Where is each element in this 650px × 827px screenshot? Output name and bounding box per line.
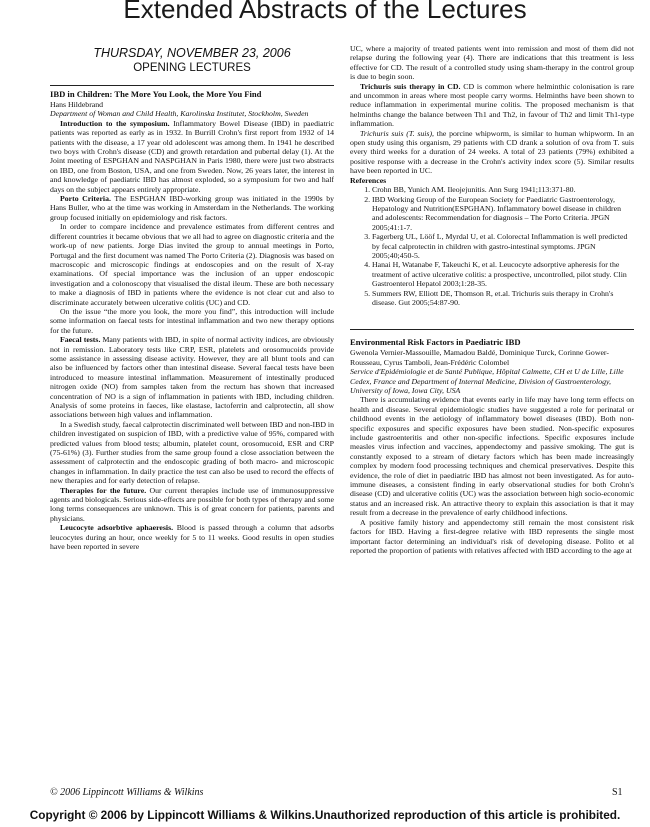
paragraph: In order to compare incidence and prevalence estimates from different centres and different countries it became obvious that we all had to agree on diagnostic criteria and the work-up of new patients. Jorge Dias invited the group to annual meetings in Porto, Portugal and the first document was named The Porto Criteria (2). Diagnosis was based on macroscopic and microscopic findings at endoscopies and on the result of X-ray examinations. Of special importance was the inclusion of an upper endoscopic investigation and a colonoscopy that visualised the distal ileum. These are both necessary to make a diagnosis of IBD in patients where the evidence is not clear cut and also to discriminate accurately between ulcerative colitis (UC) and CD. xyxy=(50,222,334,307)
paragraph-lead: Leucocyte adsorbtive aphaeresis. xyxy=(60,523,174,533)
paragraph: In a Swedish study, faecal calprotectin discriminated well between IBD and non-IBD in children investigated on suspicion of IBD, with a predictive value of 95%, compared with predicted values from blood tests; albumin, platelet count, orosomucoid, ESR and CRP (75-61%) (3). Further studies from the same group found a close association between the assessment of calprotectin and the endoscopic grading of both macro- and microscopic changes in inflammation. In daily practice the test can also be used to record the effects of new therapies and for early detection of relapse. xyxy=(50,419,334,486)
article-body xyxy=(350,395,634,555)
article-affiliation: Department of Woman and Child Health, Karolinska Institutet, Stockholm, Sweden xyxy=(50,109,309,119)
paragraph: There is accumulating evidence that events early in life may have long term effects on health and disease. Several epidemiologic studies have suggested a role for perinatal or childhood events in the aetiology of inflammatory bowel diseases (IBD). Both non-specific exposures and specific exposures have been studied. Non-specific exposures include gastroenteritis and other non-specific infections. Specific exposures include measles virus infection and vaccines, appendectomy and passive smoking. The gut is constantly exposed to a stream of dietary factors which has been made increasingly complex by modern food processing techniques and chemical preservatives. Despite this evidence, the role of diet in paediatric IBD has almost not been investigated. As for auto-immune diseases, a consistent finding in early observational studies for both Crohn's disease (CD) and ulcerative colitis (UC) was the association between high socio-economic status and an increased risk. An attractive theory to explain this association is that it may result from a decrease in the prevalence of early childhood infections. xyxy=(350,395,634,518)
reference-item: 2. IBD Working Group of the European Society for Paediatric Gastroenterology, Hepatology and Nutrition(ESPGHAN). Inflammatory bowel disease in children and adolescents: Recommendation for diagnosis – The Porto Criteria. JPGN 2005;41:1-7. xyxy=(372,195,634,233)
paragraph xyxy=(50,335,334,420)
article-affiliation: Service d'Epidémiologie et de Santé Publique, Hôpital Calmette, CH et U de Lille, Lille Cedex, France and Department of Internal Medicine, Division of Gastroenterology, University of Iowa, Iowa City, USA xyxy=(350,367,624,395)
article-body xyxy=(50,119,334,552)
right-column xyxy=(350,44,634,555)
reference-item: 5. Summers RW, Elliott DE, Thomson R, et.al. Trichuris suis therapy in Crohn's disease. Gut 2005;54:87-90. xyxy=(372,289,634,308)
paragraph-lead: Porto Criteria. xyxy=(60,194,111,204)
paragraph-emphasis: Trichuris suis (T. suis), xyxy=(360,128,435,138)
paragraph-text: the porcine whipworm, is similar to human whipworm. In an open study using this organism, 29 patients with CD drank a solution of ova from T. suis every third weeks for a duration of 24 weeks. A total of 23 patients (79%) exhibited a positive response with a decrease in the Crohn's activity index score (5). Similar results have been reported in UC. xyxy=(350,128,635,176)
section-rule xyxy=(50,85,334,86)
page-header-title: Extended Abstracts of the Lectures xyxy=(123,0,527,24)
article-title: Environmental Risk Factors in Paediatric IBD xyxy=(350,337,521,348)
page-number: S1 xyxy=(612,787,623,798)
paragraph xyxy=(50,523,334,551)
footer-publisher: © 2006 Lippincott Williams & Wilkins xyxy=(50,787,204,798)
reference-item: 1. Crohn BB, Yunich AM. Ileojejunitis. Ann Surg 1941;113:371-80. xyxy=(372,185,634,194)
session-name: OPENING LECTURES xyxy=(133,62,251,74)
paragraph: On the issue “the more you look, the more you find”, this introduction will include some information on faecal tests for intestinal inflammation and two new therapy options for the future. xyxy=(50,306,334,335)
reference-item: 3. Fagerberg UL, Lööf L, Myrdal U, et al. Colorectal Inflammation is well predicted by fecal calprotectin in children with gastro-intestinal symptoms. JPGN 2005;40;450-5. xyxy=(372,232,634,260)
paragraph-lead: Trichuris suis therapy in CD. xyxy=(360,81,461,91)
paragraph: UC, where a majority of treated patients went into remission and most of them did not relapse during the following year (4). There are indications that this treatment is less effective for CD. The result of a controlled study using sham-therapy in the control group is due to begin soon. xyxy=(350,44,634,82)
copyright-notice: Copyright © 2006 by Lippincott Williams & Wilkins.Unauthorized reproduction of this article is prohibited. xyxy=(29,808,621,822)
references-heading: References xyxy=(350,175,387,185)
paragraph-text: CD is common where helminthic colonisation is rare and uncommon in areas where most people carry worms. Helminths have been shown to reduce inflammation in experimental murine colitis. The proposed mechanism is that helminths change the balance between Th1 and Th2, in favour of Th2 and limit Th1-type inflammation. xyxy=(350,81,634,129)
article-authors: Gwenola Vernier-Massouille, Mamadou Baldé, Dominique Turck, Corinne Gower-Rousseau, Cyrus Tamboli, Jean-Frédéric Colombel xyxy=(350,348,609,367)
article-author: Hans Hildebrand xyxy=(50,100,104,109)
reference-item: 4. Hanai H, Watanabe F, Takeuchi K, et al. Leucocyte adsorptive apheresis for the treatment of active ulcerative colitis: a prospective, uncontrolled, pilot study. Clin Gastroenterol Hepatol 2003;1:28-35. xyxy=(372,260,634,288)
paragraph-text: Blood is passed through a column that adsorbs leucocytes during an hour, once weekly for 5 to 11 weeks. Good results in open studies have been reported in severe xyxy=(50,523,334,552)
paragraph xyxy=(50,194,334,222)
session-date: THURSDAY, NOVEMBER 23, 2006 xyxy=(93,46,291,60)
paragraph xyxy=(350,129,634,176)
paragraph xyxy=(50,119,334,194)
paragraph xyxy=(350,82,634,129)
paragraph-lead: Therapies for the future. xyxy=(60,485,147,495)
paragraph: A positive family history and appendectomy still remain the most consistent risk factors for IBD. Having a first-degree relative with IBD represents the single most important factor determining an individual's risk of developing disease. Polito et al reported the proportion of patients with relatives affected with IBD according to the age at xyxy=(350,517,634,555)
left-column xyxy=(50,40,334,552)
paragraph-text: Inflammatory Bowel Disease (IBD) in paediatric patients was reported as early as in 1932. In Burrill Crohn's first report from 1932 of 14 patients with the disease, a 17 year old adolescent was among them. In 1941 he described two boys with Crohn's disease (CD) and growth retardation and pubertal delay (1). At the Joint meeting of ESPGHAN and NASPGHAN in Paris 1980, there were just two abstracts on IBD, one from Boston, USA, and one from Sweden. Now, 26 years later, the interest in and knowledge of paediatric IBD has almost exploded, so a symposium for two and half days on the subject appears entirely appropriate. xyxy=(50,118,334,194)
paragraph-text: Many patients with IBD, in spite of normal activity indices, are obviously not in remission. Laboratory tests like CRP, ESR, platelets and orosomucoids provide some assistance in assessing disease activity. However, they are all blunt tools and can also be influenced by factors other than intestinal disease. Several faecal tests have been introduced to measure intestinal inflammation. Measurement of intestinally produced nitrogen oxide (NO) from samples taken from the rectum has shown that increased concentration of NO is a sign of inflammation in patients with IBD, including children. Analysis of some proteins in faeces, like elastase, lactoferrin and calprotectin, all show associations between high values and inflammation. xyxy=(50,335,334,420)
article-title: IBD in Children: The More You Look, the More You Find xyxy=(50,89,262,99)
paragraph-text: Our current therapies include use of immunosuppressive agents and biologicals. Serious side-effects are possible for both types of therapy and some long terms consequences are unknown. This is of great concern for patients, parents and physicians. xyxy=(50,485,334,523)
article-body-continued xyxy=(350,44,634,176)
paragraph-lead: Faecal tests. xyxy=(60,335,101,345)
paragraph xyxy=(50,486,334,524)
paragraph-lead: Introduction to the symposium. xyxy=(60,118,170,128)
paragraph-text: The ESPGHAN IBD-working group was initiated in the 1990s by Hans Buller, who at the time was working in Amsterdam in the Netherlands. The working group focused initially on epidemiology and risk factors. xyxy=(50,194,334,222)
section-rule xyxy=(350,329,634,330)
references-list xyxy=(350,185,634,307)
